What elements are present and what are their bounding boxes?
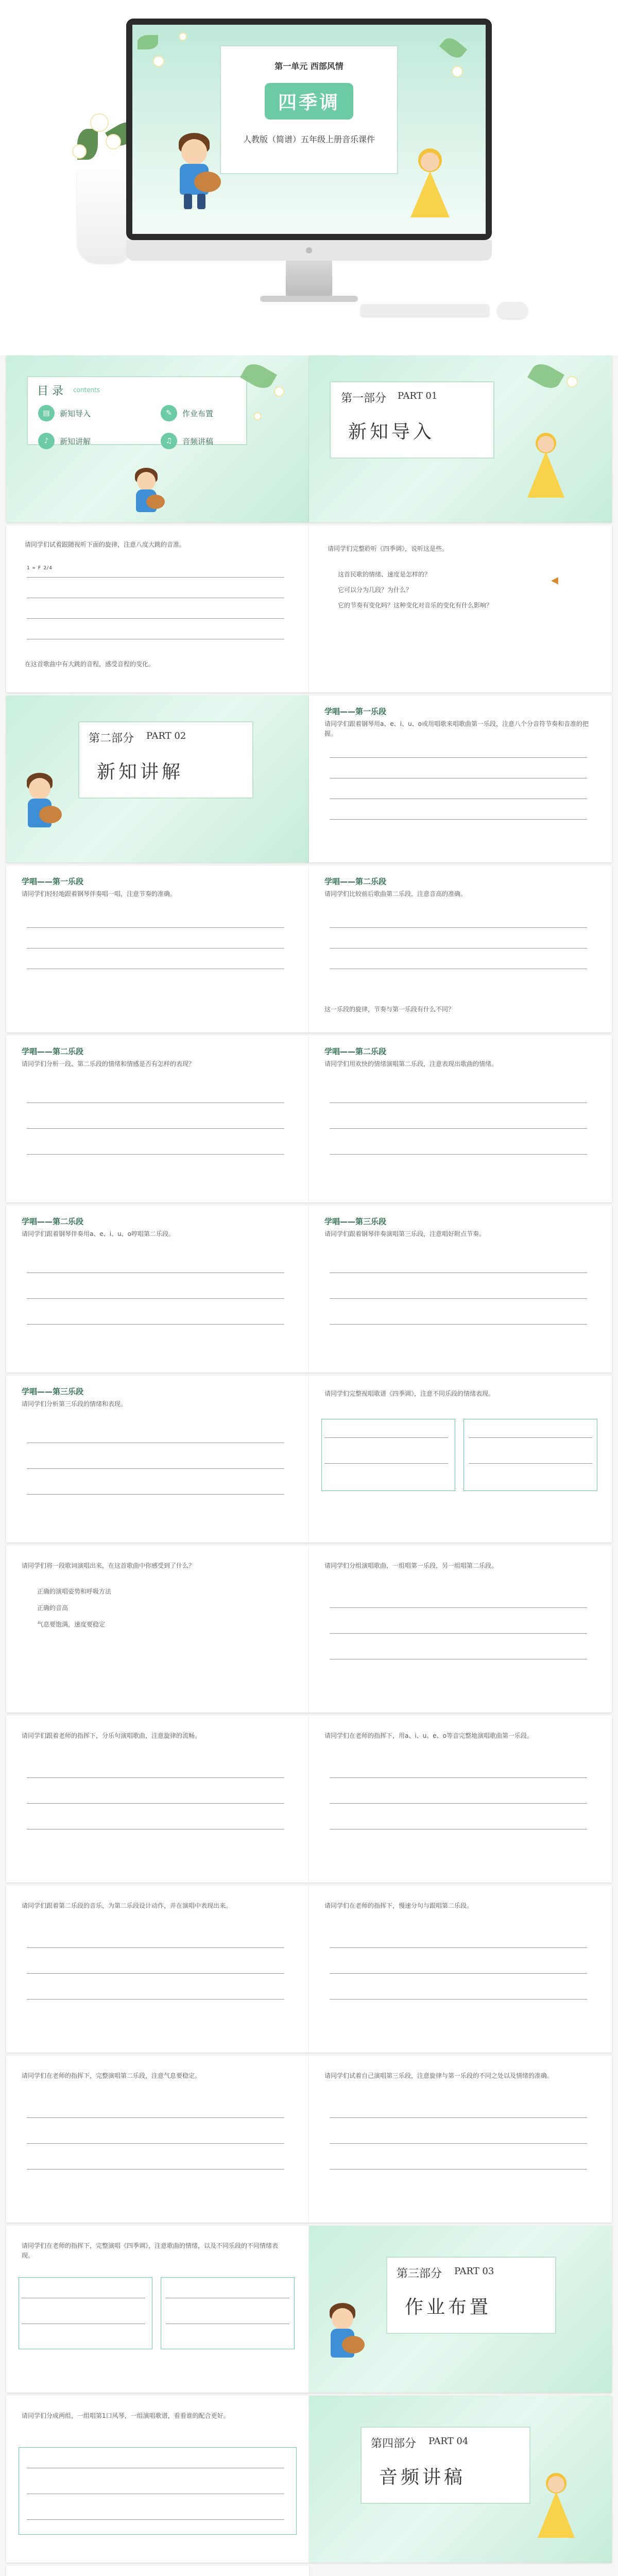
slide-23[interactable]: 请同学们试着自己演唱第三乐段，注意旋律与第一乐段的不同之处以及情绪的准确。 [309, 2056, 612, 2223]
slide-19[interactable]: 请同学们在老师的指挥下，用a、i、u、e、o等音完整地演唱歌曲第一乐段。 [309, 1716, 612, 1883]
slide-16[interactable]: 请同学们将一段歌词演唱出来，在这首歌曲中你感受到了什么？ 正确的演唱姿势和呼吸方法 正确的音高 气息要饱满，速度要稳定 [6, 1546, 309, 1713]
toc-item-1[interactable]: ▤ 新知导入 [38, 405, 91, 421]
cover-title-card [220, 45, 398, 174]
monitor [126, 19, 492, 240]
plant-vase [77, 170, 134, 263]
part1-label: 第一部分 [341, 392, 387, 405]
mouse [497, 302, 528, 318]
toc-item-2[interactable]: ✎ 作业布置 [161, 405, 213, 421]
slide-part-1[interactable] [309, 355, 612, 522]
part1-number: PART 01 [398, 391, 438, 401]
slide-21[interactable]: 请同学们在老师的指挥下，慢速分句与跟唱第二乐段。 [309, 1886, 612, 2053]
cover-unit: 第一单元 西部风情 [274, 61, 344, 71]
slide-audio[interactable] [6, 2566, 309, 2576]
part1-name: 新知导入 [348, 421, 435, 443]
slide-8[interactable]: 学唱——第二乐段 请同学们比较前后歌曲第二乐段，注意音高的准确。 这一乐段的旋律，节奏与第一乐段有什么不同？ [309, 866, 612, 1032]
slide-7[interactable]: 学唱——第一乐段 请同学们轻轻地跟着钢琴伴奏唱一唱，注意节奏的准确。 [6, 866, 309, 1032]
slide-part-3[interactable]: 第三部分 PART 03 作业布置 [309, 2226, 612, 2393]
slide-10[interactable]: 学唱——第二乐段 请同学们用欢快的情绪演唱第二乐段，注意表现出歌曲的情绪。 [309, 1036, 612, 1202]
slide-15[interactable]: 请同学们完整视唱歌谱《四季调》，注意不同乐段的情绪表现。 [309, 1376, 612, 1543]
speaker-icon[interactable]: ◀ [551, 575, 558, 586]
slide-4[interactable]: 请同学们完整聆听《四季调》，说听这是些。 这首民歌的情绪、速度是怎样的？ 它可以分为几段？为什么？ 它的节奏有变化吗？这种变化对音乐的变化有什么影响？ ◀ [309, 526, 612, 692]
slide-22[interactable]: 请同学们在老师的指挥下，完整演唱第二乐段，注意气息要稳定。 [6, 2056, 309, 2223]
hero-preview [0, 0, 618, 355]
chart-icon: ▤ [38, 405, 55, 421]
monitor-stand [286, 261, 332, 297]
slide-12[interactable]: 学唱——第三乐段 请同学们跟着钢琴伴奏演唱第三乐段，注意唱好附点节奏。 [309, 1206, 612, 1372]
slide-18[interactable]: 请同学们跟着老师的指挥下，分乐句演唱歌曲，注意旋律的流畅。 [6, 1716, 309, 1883]
slide-part-4[interactable]: 第四部分 PART 04 音频讲稿 [309, 2396, 612, 2563]
piano-icon: ♪ [38, 433, 55, 449]
note-icon: ♫ [161, 433, 177, 449]
plant-flower [106, 134, 121, 149]
toc-title: 目 录 [37, 385, 63, 398]
slide-9[interactable]: 学唱——第二乐段 请同学们分析一段、第二乐段的情绪和情感是否有怎样的表现？ [6, 1036, 309, 1202]
slide-3[interactable]: 请同学们试着跟随视听下面的旋律，注意八度大跳的音准。 1 = F 2/4 在这首歌曲中有大跳的音程，感受音程的变化。 [6, 526, 309, 692]
slide-26[interactable]: 请同学们分成两组，一组唱第1口风琴，一组演唱歌谱，看看谁的配合更好。 [6, 2396, 309, 2563]
apple-logo-icon [306, 247, 312, 253]
toc-title-en: contents [73, 386, 100, 394]
keyboard [360, 304, 489, 316]
plant-flower [72, 144, 87, 159]
cover-subtitle: 人教版（简谱）五年级上册音乐课件 [243, 134, 375, 144]
cover-title: 四季调 [265, 83, 353, 120]
monitor-base [260, 296, 358, 302]
slide-13[interactable]: 学唱——第三乐段 请同学们分析第三乐段的情绪和表现。 [6, 1376, 309, 1543]
slide-20[interactable]: 请同学们跟着第二乐段的音乐，为第二乐段设计动作，并在演唱中表现出来。 [6, 1886, 309, 2053]
slide-part-2[interactable]: 第二部分 PART 02 新知讲解 [6, 696, 309, 862]
slide-6[interactable]: 学唱——第一乐段 请同学们跟着钢琴用a、e、i、u、o或用唱歌来唱歌曲第一乐段，注意八个分音符节奏和音准的把握。 [309, 696, 612, 862]
slide-toc[interactable] [6, 355, 309, 522]
slide-24[interactable]: 请同学们在老师的指挥下，完整演唱《四季调》，注意歌曲的情绪，以及不同乐段的不同情绪表现。 [6, 2226, 309, 2393]
slide-11[interactable]: 学唱——第二乐段 请同学们跟着钢琴伴奏用a、e、i、u、o哼唱第二乐段。 [6, 1206, 309, 1372]
book-icon: ✎ [161, 405, 177, 421]
slide-17[interactable]: 请同学们分组演唱歌曲，一组唱第一乐段，另一组唱第二乐段。 [309, 1546, 612, 1713]
plant-flower [90, 113, 109, 132]
monitor-screen [132, 25, 486, 234]
score-row: 1 = F 2/4 [27, 566, 52, 571]
toc-item-3[interactable]: ♪ 新知讲解 [38, 433, 91, 449]
toc-item-4[interactable]: ♫ 音频讲稿 [161, 433, 213, 449]
